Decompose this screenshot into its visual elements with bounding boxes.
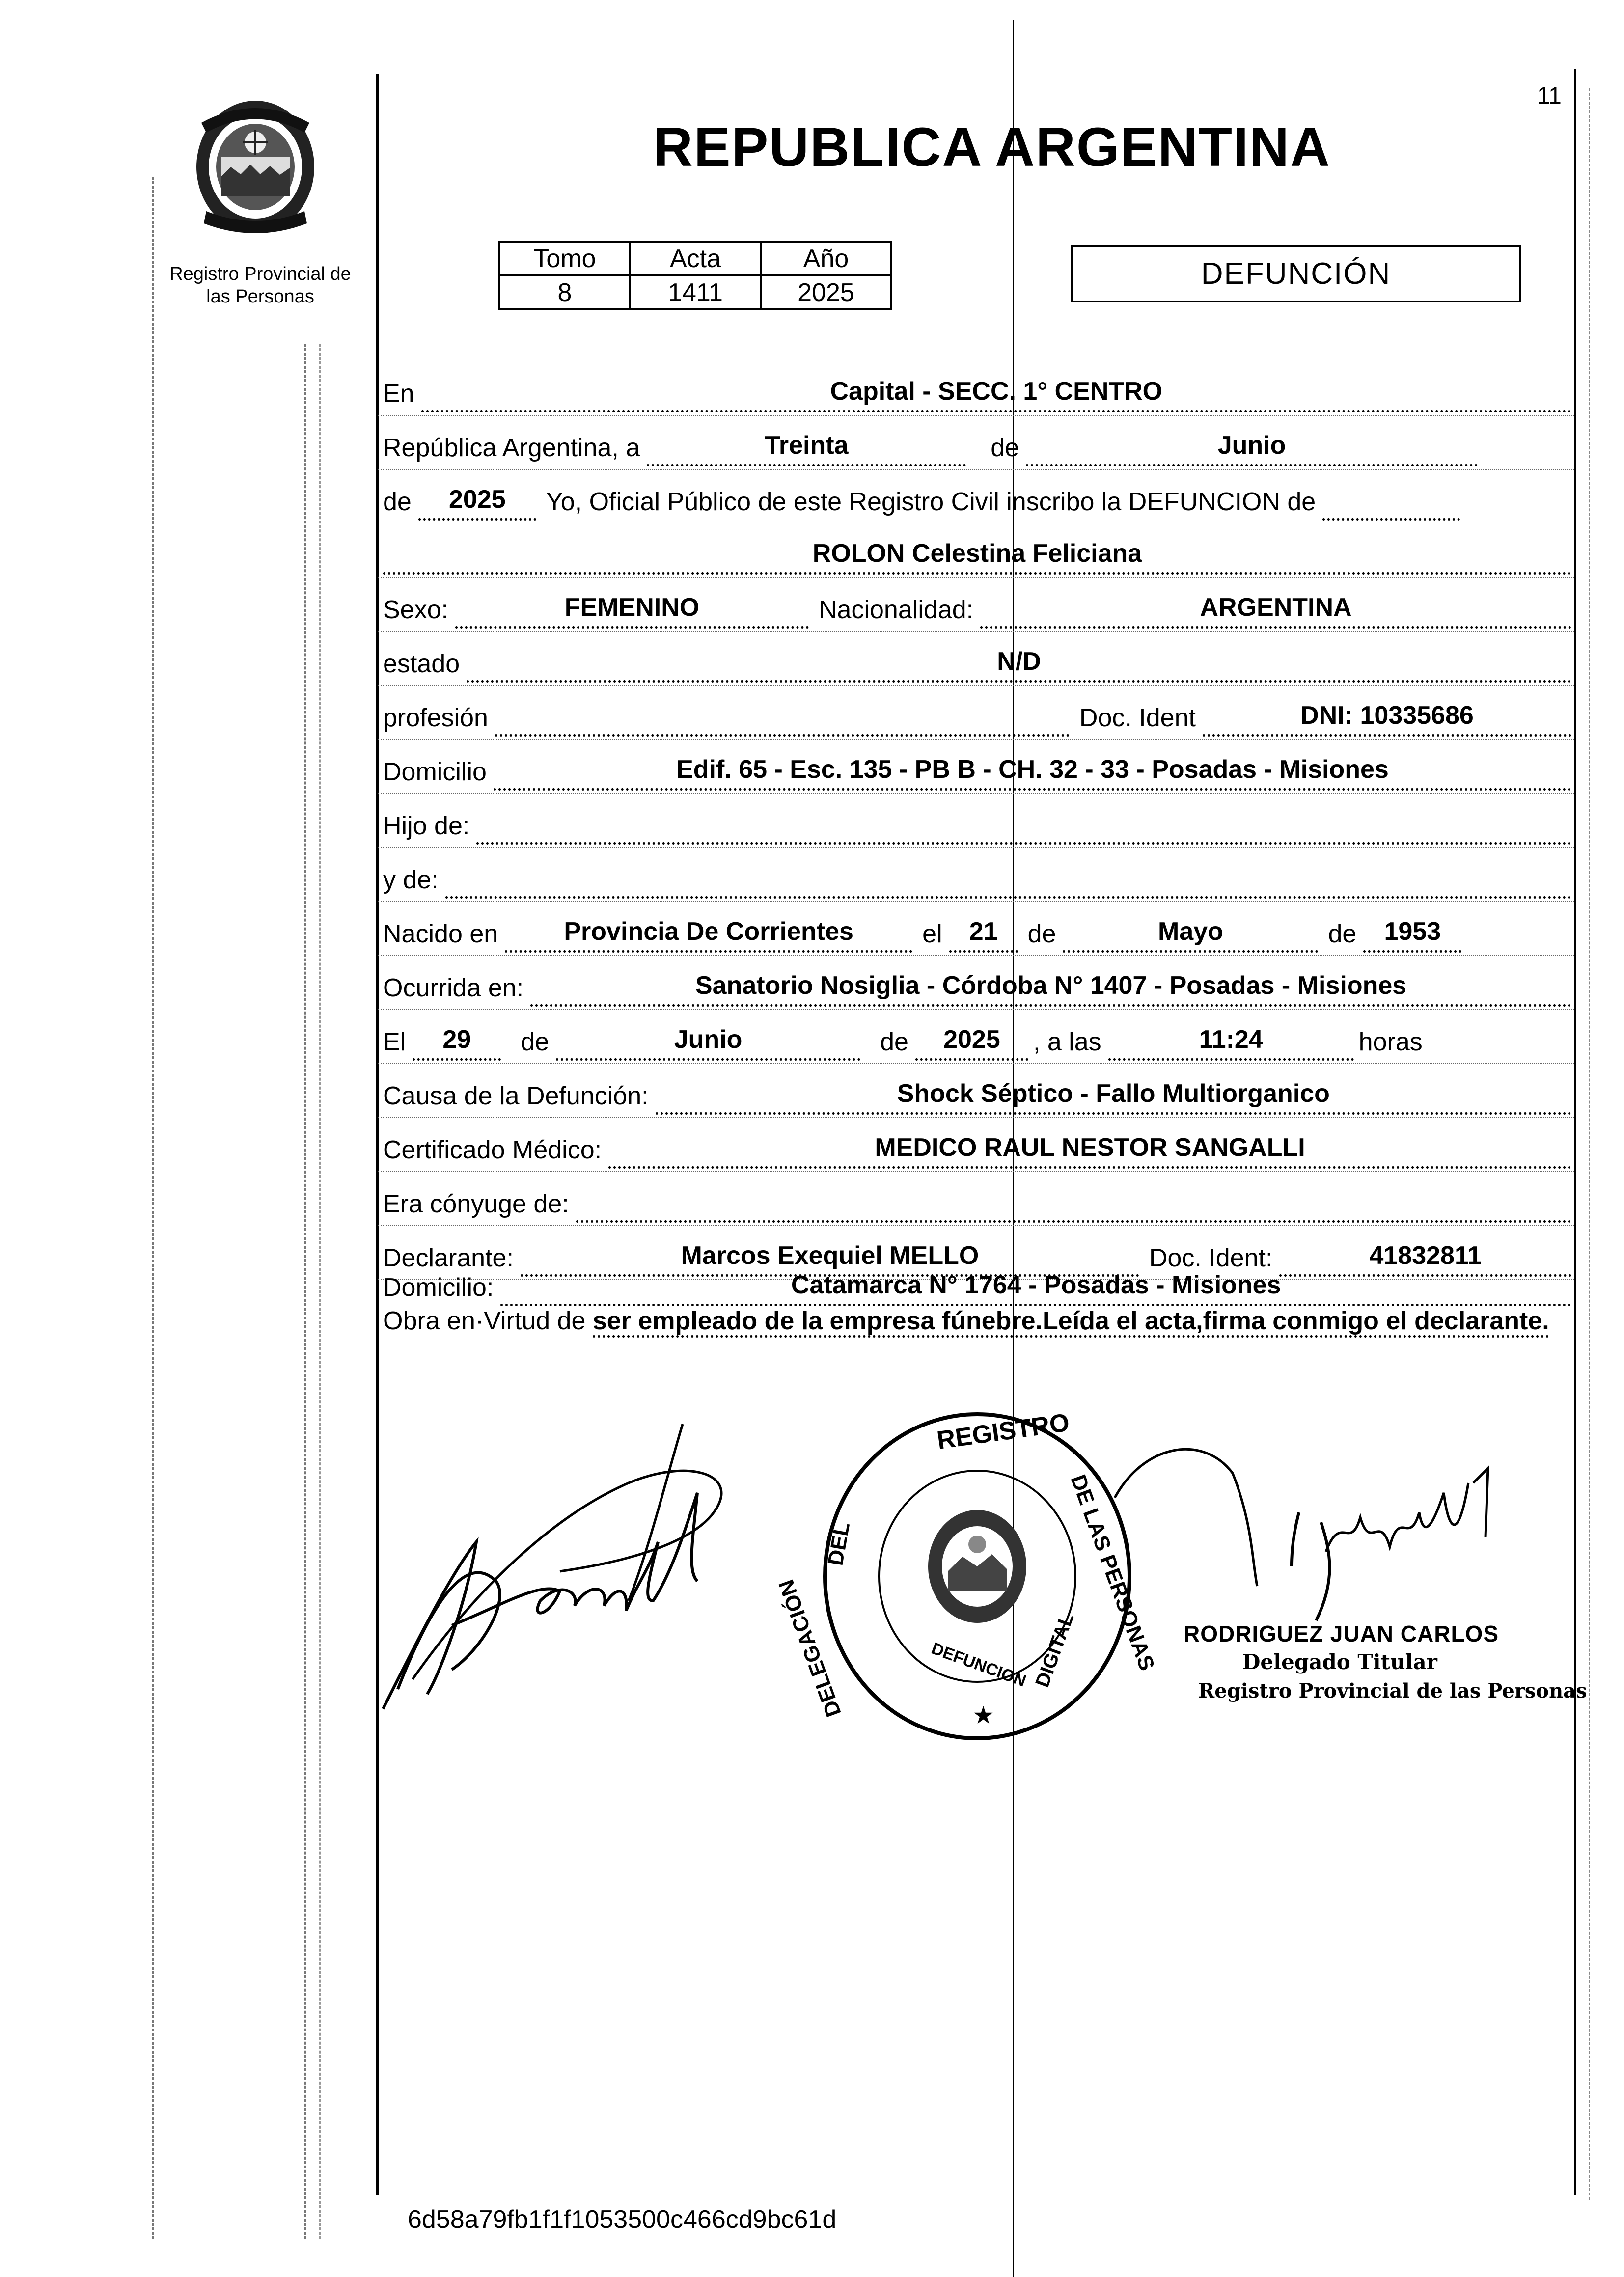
birth-de2-label: de (1328, 920, 1357, 948)
hijo-label: Hijo de: (383, 812, 470, 840)
declarante-value: Marcos Exequiel MELLO (521, 1241, 1139, 1277)
stamp-inner-text: DEFUNCION (929, 1639, 1029, 1691)
statement-text: Yo, Oficial Público de este Registro Civil inscribo la DEFUNCION de (546, 488, 1316, 516)
estado-label: estado (383, 650, 460, 678)
stamp-top-text: REGISTRO (935, 1408, 1072, 1455)
declarante-domicilio-value: Catamarca N° 1764 - Posadas - Misiones (500, 1270, 1571, 1306)
declarant-signature-icon (354, 1395, 756, 1738)
ocurrida-label: Ocurrida en: (383, 974, 524, 1002)
en-label: En (383, 380, 414, 408)
sexo-value: FEMENINO (455, 593, 809, 629)
stamp-bottom-right-text: DIGITAL (1031, 1610, 1078, 1690)
certificado-label: Certificado Médico: (383, 1136, 602, 1164)
row-divider (378, 1063, 1574, 1064)
day-words-value: Treinta (647, 431, 966, 466)
official-name: RODRIGUEZ JUAN CARLOS (1184, 1621, 1499, 1646)
left-margin-line (376, 74, 379, 2195)
hijo-value (476, 810, 1571, 845)
death-year-value: 2025 (915, 1025, 1028, 1061)
stamp-bottom-left-text: DELEGACIÓN (774, 1576, 846, 1720)
obra-label: Obra en·Virtud de (383, 1307, 586, 1335)
sexo-label: Sexo: (383, 596, 448, 624)
official-signature-icon (1105, 1424, 1498, 1630)
birth-de1-label: de (1027, 920, 1056, 948)
yde-label: y de: (383, 866, 439, 894)
official-org: Registro Provincial de las Personas (1198, 1679, 1587, 1702)
row-divider (378, 1009, 1574, 1010)
causa-label: Causa de la Defunción: (383, 1082, 649, 1110)
row-divider (378, 1171, 1574, 1172)
row-divider (378, 415, 1574, 416)
profesion-value (495, 702, 1070, 737)
horas-label: horas (1358, 1028, 1423, 1056)
table-header-acta: Acta (630, 242, 761, 275)
left-dashed-guide (319, 344, 321, 2239)
obra-value: ser empleado de la empresa fúnebre.Leída el acta,firma conmigo el declarante. (593, 1307, 1549, 1338)
left-dashed-guide (152, 177, 154, 2239)
form-row-fecha (383, 417, 1571, 466)
stamp-right-text: DE LAS PERSONAS (1066, 1471, 1159, 1674)
declarante-doc-label: Doc. Ident: (1149, 1244, 1273, 1272)
domicilio-value: Edif. 65 - Esc. 135 - PB B - CH. 32 - 33 - Posadas - Misiones (494, 755, 1571, 791)
row-divider (378, 739, 1574, 740)
table-value-acta: 1411 (630, 275, 761, 309)
de-label: de (991, 434, 1019, 462)
row-divider (378, 469, 1574, 470)
row-divider (378, 901, 1574, 902)
row-divider (378, 685, 1574, 686)
declarante-label: Declarante: (383, 1244, 514, 1272)
domicilio-label: Domicilio (383, 758, 487, 786)
form-row-hijo (383, 796, 1571, 845)
row-divider (378, 1117, 1574, 1118)
doc-ident-label: Doc. Ident (1079, 704, 1196, 732)
birth-el-label: el (922, 920, 942, 948)
declarante-domicilio-label: Domicilio: (383, 1273, 494, 1302)
death-time-value: 11:24 (1108, 1025, 1354, 1061)
causa-value: Shock Séptico - Fallo Multiorganico (656, 1079, 1571, 1115)
form-row-ocurrida (383, 958, 1571, 1007)
registry-label: Registro Provincial de las Personas (169, 264, 351, 307)
form-row-en (383, 363, 1571, 412)
conyuge-value (576, 1188, 1571, 1223)
birth-month-value: Mayo (1063, 917, 1318, 953)
form-row-sexo (383, 579, 1571, 629)
profesion-label: profesión (383, 704, 488, 732)
left-dashed-guide (304, 344, 306, 2239)
form-row-fecha-defuncion (383, 1012, 1571, 1061)
form-row-causa (383, 1066, 1571, 1115)
year-label: de (383, 488, 412, 516)
stamp-star-icon: ★ (972, 1701, 994, 1729)
form-row-declarante-domicilio (383, 1257, 1571, 1306)
right-margin-line (1574, 69, 1576, 2195)
en-value: Capital - SECC. 1° CENTRO (421, 377, 1571, 412)
page-title: REPUBLICA ARGENTINA (653, 116, 1331, 178)
declarante-doc-value: 41832811 (1279, 1241, 1571, 1277)
ocurrida-value: Sanatorio Nosiglia - Córdoba N° 1407 - Posadas - Misiones (530, 971, 1571, 1007)
table-value-ano: 2025 (761, 275, 891, 309)
birth-day-value: 21 (949, 917, 1018, 953)
page-number: 11 (1537, 83, 1562, 109)
official-stamp-icon (774, 1404, 1159, 1748)
table-value-tomo: 8 (499, 275, 630, 309)
birth-year-value: 1953 (1363, 917, 1461, 953)
nacionalidad-label: Nacionalidad: (818, 596, 974, 624)
form-row-name (383, 525, 1571, 575)
year-value: 2025 (418, 485, 536, 521)
doc-ident-value: DNI: 10335686 (1203, 701, 1571, 737)
alas-label: , a las (1033, 1028, 1101, 1056)
certificado-value: MEDICO RAUL NESTOR SANGALLI (608, 1133, 1571, 1169)
estado-value: N/D (467, 647, 1571, 683)
table-header-tomo: Tomo (499, 242, 630, 275)
form-row-domicilio (383, 741, 1571, 791)
death-de1-label: de (521, 1028, 550, 1056)
death-month-value: Junio (556, 1025, 860, 1061)
conyuge-label: Era cónyuge de: (383, 1190, 569, 1218)
right-dashed-guide (1589, 88, 1590, 2200)
form-row-profesion (383, 687, 1571, 737)
form-row-statement (383, 471, 1571, 521)
death-de2-label: de (880, 1028, 908, 1056)
form-row-yde (383, 850, 1571, 899)
death-el-label: El (383, 1028, 406, 1056)
document-type-box: DEFUNCIÓN (1071, 245, 1521, 302)
row-divider (378, 793, 1574, 794)
row-divider (378, 631, 1574, 632)
row-divider (378, 1225, 1574, 1226)
row-divider (378, 955, 1574, 956)
nacido-label: Nacido en (383, 920, 498, 948)
deceased-name-value: ROLON Celestina Feliciana (383, 539, 1571, 575)
provincial-seal-icon (182, 83, 329, 241)
form-row-nacido (383, 904, 1571, 953)
nacido-value: Provincia De Corrientes (505, 917, 912, 953)
document-hash: 6d58a79fb1f1f1053500c466cd9bc61d (408, 2205, 837, 2234)
yde-value (445, 864, 1571, 899)
stamp-left-text: DEL (823, 1520, 855, 1567)
official-role: Delegado Titular (1242, 1650, 1437, 1674)
obra-en-virtud (383, 1301, 1567, 1341)
month-value: Junio (1026, 431, 1478, 466)
statement-blank (1322, 486, 1460, 521)
table-header-ano: Año (761, 242, 891, 275)
death-day-value: 29 (413, 1025, 501, 1061)
row-divider (378, 847, 1574, 848)
form-row-conyuge (383, 1174, 1571, 1223)
record-table (498, 241, 892, 310)
republica-label: República Argentina, a (383, 434, 640, 462)
nacionalidad-value: ARGENTINA (980, 593, 1571, 629)
form-row-estado (383, 633, 1571, 683)
form-row-certificado (383, 1120, 1571, 1169)
row-divider (378, 577, 1574, 578)
